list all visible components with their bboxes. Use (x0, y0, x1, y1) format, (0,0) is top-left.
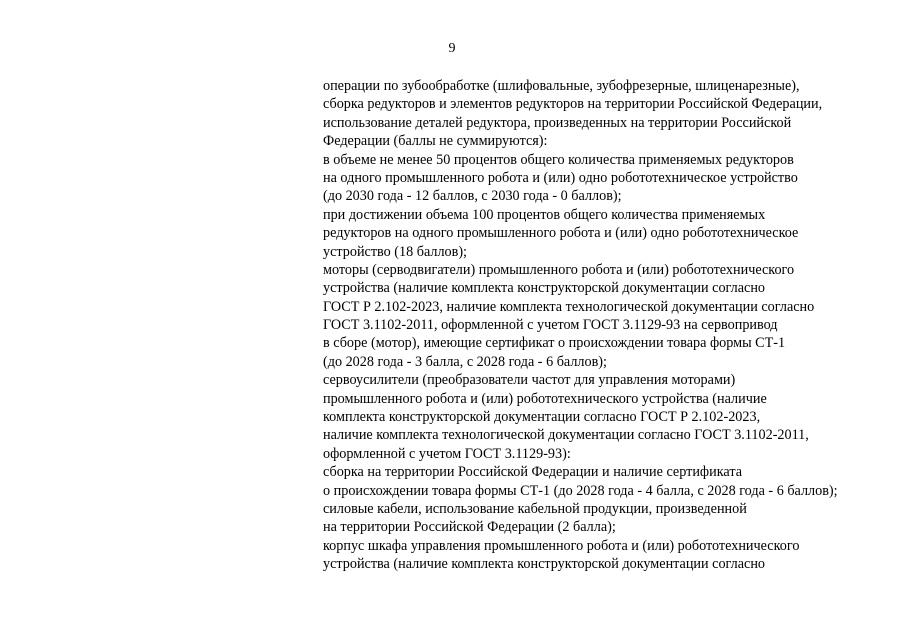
page-number: 9 (448, 41, 456, 56)
text-line: промышленного робота и (или) робототехнического устройства (наличие (323, 390, 767, 407)
text-line: комплекта конструкторской документации согласно ГОСТ Р 2.102-2023, (323, 409, 761, 426)
text-line: оформленной с учетом ГОСТ 3.1129-93): (323, 445, 571, 462)
text-line: корпус шкафа управления промышленного робота и (или) робототехнического (323, 537, 800, 554)
body-text (323, 77, 893, 574)
text-line: операции по зубообработке (шлифовальные, зубофрезерные, шлиценарезные), (323, 78, 800, 94)
text-line: использование деталей редуктора, произведенных на территории Российской (323, 114, 792, 131)
text-line: сборка редукторов и элементов редукторов на территории Российской Федерации, (323, 96, 823, 113)
text-line: (до 2030 года - 12 баллов, с 2030 года - 0 баллов); (323, 188, 622, 205)
text-line: сборка на территории Российской Федерации и наличие сертификата (323, 464, 742, 481)
text-line: устройства (наличие комплекта конструкторской документации согласно (323, 280, 766, 297)
text-line: сервоусилители (преобразователи частот для управления моторами) (323, 372, 736, 389)
text-line: моторы (серводвигатели) промышленного робота и (или) робототехнического (323, 261, 795, 278)
text-line: Федерации (баллы не суммируются): (323, 133, 548, 150)
text-line: силовые кабели, использование кабельной продукции, произведенной (323, 500, 747, 517)
text-line: о происхождении товара формы СТ-1 (до 2028 года - 4 балла, с 2028 года - 6 баллов); (323, 482, 838, 499)
text-line: ГОСТ 3.1102-2011, оформленной с учетом ГОСТ 3.1129-93 на сервопривод (323, 317, 778, 334)
text-line: на одного промышленного робота и (или) одно робототехническое устройство (323, 169, 798, 186)
text-line: в сборе (мотор), имеющие сертификат о происхождении товара формы СТ-1 (323, 335, 786, 352)
text-line: наличие комплекта технологической документации согласно ГОСТ 3.1102-2011, (323, 427, 809, 444)
text-line: редукторов на одного промышленного робота и (или) одно робототехническое (323, 225, 799, 242)
text-line: в объеме не менее 50 процентов общего количества применяемых редукторов (323, 151, 794, 168)
text-line: на территории Российской Федерации (2 балла); (323, 519, 616, 536)
text-line: устройство (18 баллов); (323, 243, 468, 260)
text-line: ГОСТ Р 2.102-2023, наличие комплекта технологической документации согласно (323, 298, 815, 315)
text-line: при достижении объема 100 процентов общего количества применяемых (323, 206, 766, 223)
text-line: устройства (наличие комплекта конструкторской документации согласно (323, 556, 766, 573)
text-line: (до 2028 года - 3 балла, с 2028 года - 6 баллов); (323, 353, 607, 370)
